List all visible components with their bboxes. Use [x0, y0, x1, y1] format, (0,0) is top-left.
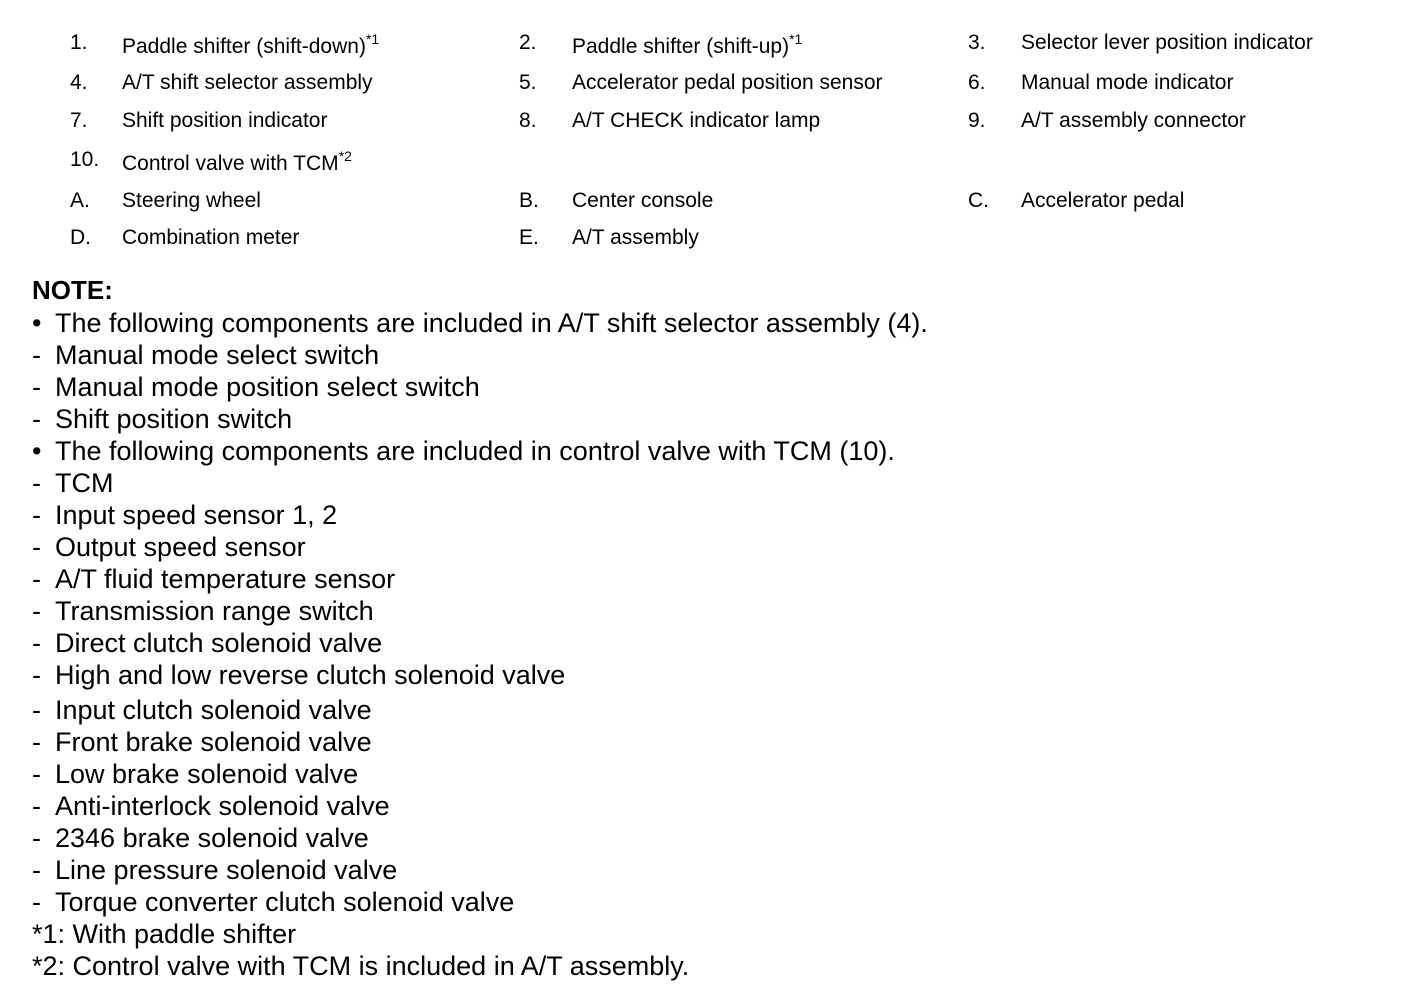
- note-text: Low brake solenoid valve: [55, 759, 359, 789]
- note-dash-line: [32, 371, 1372, 403]
- legend-item-label: Shift position indicator: [122, 109, 328, 132]
- dash-mark: -: [32, 660, 41, 690]
- note-dash-line: [32, 822, 1372, 854]
- note-text: Manual mode position select switch: [55, 372, 480, 402]
- dash-mark: -: [32, 532, 41, 562]
- dash-mark: -: [32, 727, 41, 757]
- note-dash-line: [32, 659, 1372, 691]
- legend-item-label: Selector lever position indicator: [1021, 31, 1313, 54]
- footnote-2: *2: Control valve with TCM is included in A/T assembly.: [32, 951, 690, 981]
- legend-item-label: Steering wheel: [122, 189, 261, 212]
- dash-mark: -: [32, 887, 41, 917]
- legend-item-number: 4.: [70, 71, 88, 94]
- legend-item-label: A/T assembly connector: [1021, 109, 1246, 132]
- dash-mark: -: [32, 855, 41, 885]
- note-dash-line: [32, 886, 1372, 918]
- dash-mark: -: [32, 596, 41, 626]
- note-dash-line: [32, 627, 1372, 659]
- note-text: Torque converter clutch solenoid valve: [55, 887, 515, 917]
- legend-item-label: Paddle shifter (shift-down)$^{*1}$: [122, 31, 380, 58]
- legend-item-label: Control valve with TCM$^{*2}$: [122, 148, 352, 175]
- legend-item-number: 8.: [519, 109, 537, 132]
- note-bullet-line: [32, 307, 1372, 339]
- note-text: Manual mode select switch: [55, 340, 380, 370]
- footnote-ref: *1: [789, 31, 803, 47]
- legend-item-number: C.: [968, 189, 989, 212]
- legend-item-label: Center console: [572, 189, 714, 212]
- legend-item-number: E.: [519, 226, 539, 249]
- legend-item-number: 6.: [968, 71, 986, 94]
- dash-mark: -: [32, 823, 41, 853]
- note-text: Shift position switch: [55, 404, 293, 434]
- legend-item-label: Paddle shifter (shift-up)$^{*1}$: [572, 31, 803, 58]
- legend-row: [0, 70, 1408, 100]
- note-text: Direct clutch solenoid valve: [55, 628, 383, 658]
- note-text: Front brake solenoid valve: [55, 727, 372, 757]
- note-dash-line: [32, 595, 1372, 627]
- legend-item-label: Accelerator pedal position sensor: [572, 71, 883, 94]
- legend-row: [0, 108, 1408, 138]
- legend-item-number: A.: [70, 189, 90, 212]
- dash-mark: -: [32, 340, 41, 370]
- legend-item-number: 5.: [519, 71, 537, 94]
- legend-item-label: A/T assembly: [572, 226, 699, 249]
- legend-row: [0, 188, 1408, 218]
- note-bullet-line: [32, 435, 1372, 467]
- note-text: The following components are included in A/T shift selector assembly (4).: [55, 308, 928, 338]
- legend-item-label: A/T shift selector assembly: [122, 71, 373, 94]
- note-text: Output speed sensor: [55, 532, 306, 562]
- note-text: Input clutch solenoid valve: [55, 695, 372, 725]
- legend-row: [0, 147, 1408, 177]
- dash-mark: -: [32, 759, 41, 789]
- legend-item-number: 9.: [968, 109, 986, 132]
- footnote-ref: *1: [365, 31, 380, 47]
- legend-item-label: Accelerator pedal: [1021, 189, 1185, 212]
- legend-row: [0, 30, 1408, 60]
- note-dash-line: [32, 563, 1372, 595]
- note-text: 2346 brake solenoid valve: [55, 823, 369, 853]
- note-dash-line: [32, 467, 1372, 499]
- legend-item-number: 7.: [70, 109, 88, 132]
- note-dash-line: [32, 403, 1372, 435]
- legend-item-label: Manual mode indicator: [1021, 71, 1234, 94]
- footnote-ref: *2: [338, 148, 352, 164]
- note-text: High and low reverse clutch solenoid valve: [55, 660, 566, 690]
- dash-mark: -: [32, 695, 41, 725]
- note-text: Line pressure solenoid valve: [55, 855, 398, 885]
- note-text: Transmission range switch: [55, 596, 374, 626]
- dash-mark: -: [32, 500, 41, 530]
- note-text: The following components are included in control valve with TCM (10).: [55, 436, 895, 466]
- note-dash-line: [32, 531, 1372, 563]
- note-section: [32, 273, 1372, 982]
- dash-mark: -: [32, 372, 41, 402]
- note-dash-line: [32, 854, 1372, 886]
- dash-mark: -: [32, 628, 41, 658]
- legend-row: [0, 225, 1408, 255]
- note-dash-line: [32, 694, 1372, 726]
- legend-item-number: 2.: [519, 31, 537, 54]
- dash-mark: -: [32, 404, 41, 434]
- dash-mark: -: [32, 468, 41, 498]
- legend-item-number: 1.: [70, 31, 88, 54]
- dash-mark: -: [32, 564, 41, 594]
- legend-item-number: B.: [519, 189, 539, 212]
- note-dash-line: [32, 758, 1372, 790]
- note-text: A/T fluid temperature sensor: [55, 564, 396, 594]
- footnote-1: *1: With paddle shifter: [32, 919, 297, 949]
- legend-item-number: 3.: [968, 31, 986, 54]
- bullet-mark: •: [32, 308, 42, 338]
- legend-item-number: 10.: [70, 148, 100, 171]
- note-dash-line: [32, 499, 1372, 531]
- note-heading: NOTE:: [32, 275, 113, 305]
- legend-item-label: Combination meter: [122, 226, 300, 249]
- note-dash-line: [32, 339, 1372, 371]
- note-text: TCM: [55, 468, 114, 498]
- dash-mark: -: [32, 791, 41, 821]
- note-dash-line: [32, 726, 1372, 758]
- legend-item-number: D.: [70, 226, 91, 249]
- bullet-mark: •: [32, 436, 42, 466]
- note-text: Anti-interlock solenoid valve: [55, 791, 390, 821]
- note-dash-line: [32, 790, 1372, 822]
- legend-item-label: A/T CHECK indicator lamp: [572, 109, 821, 132]
- note-text: Input speed sensor 1, 2: [55, 500, 338, 530]
